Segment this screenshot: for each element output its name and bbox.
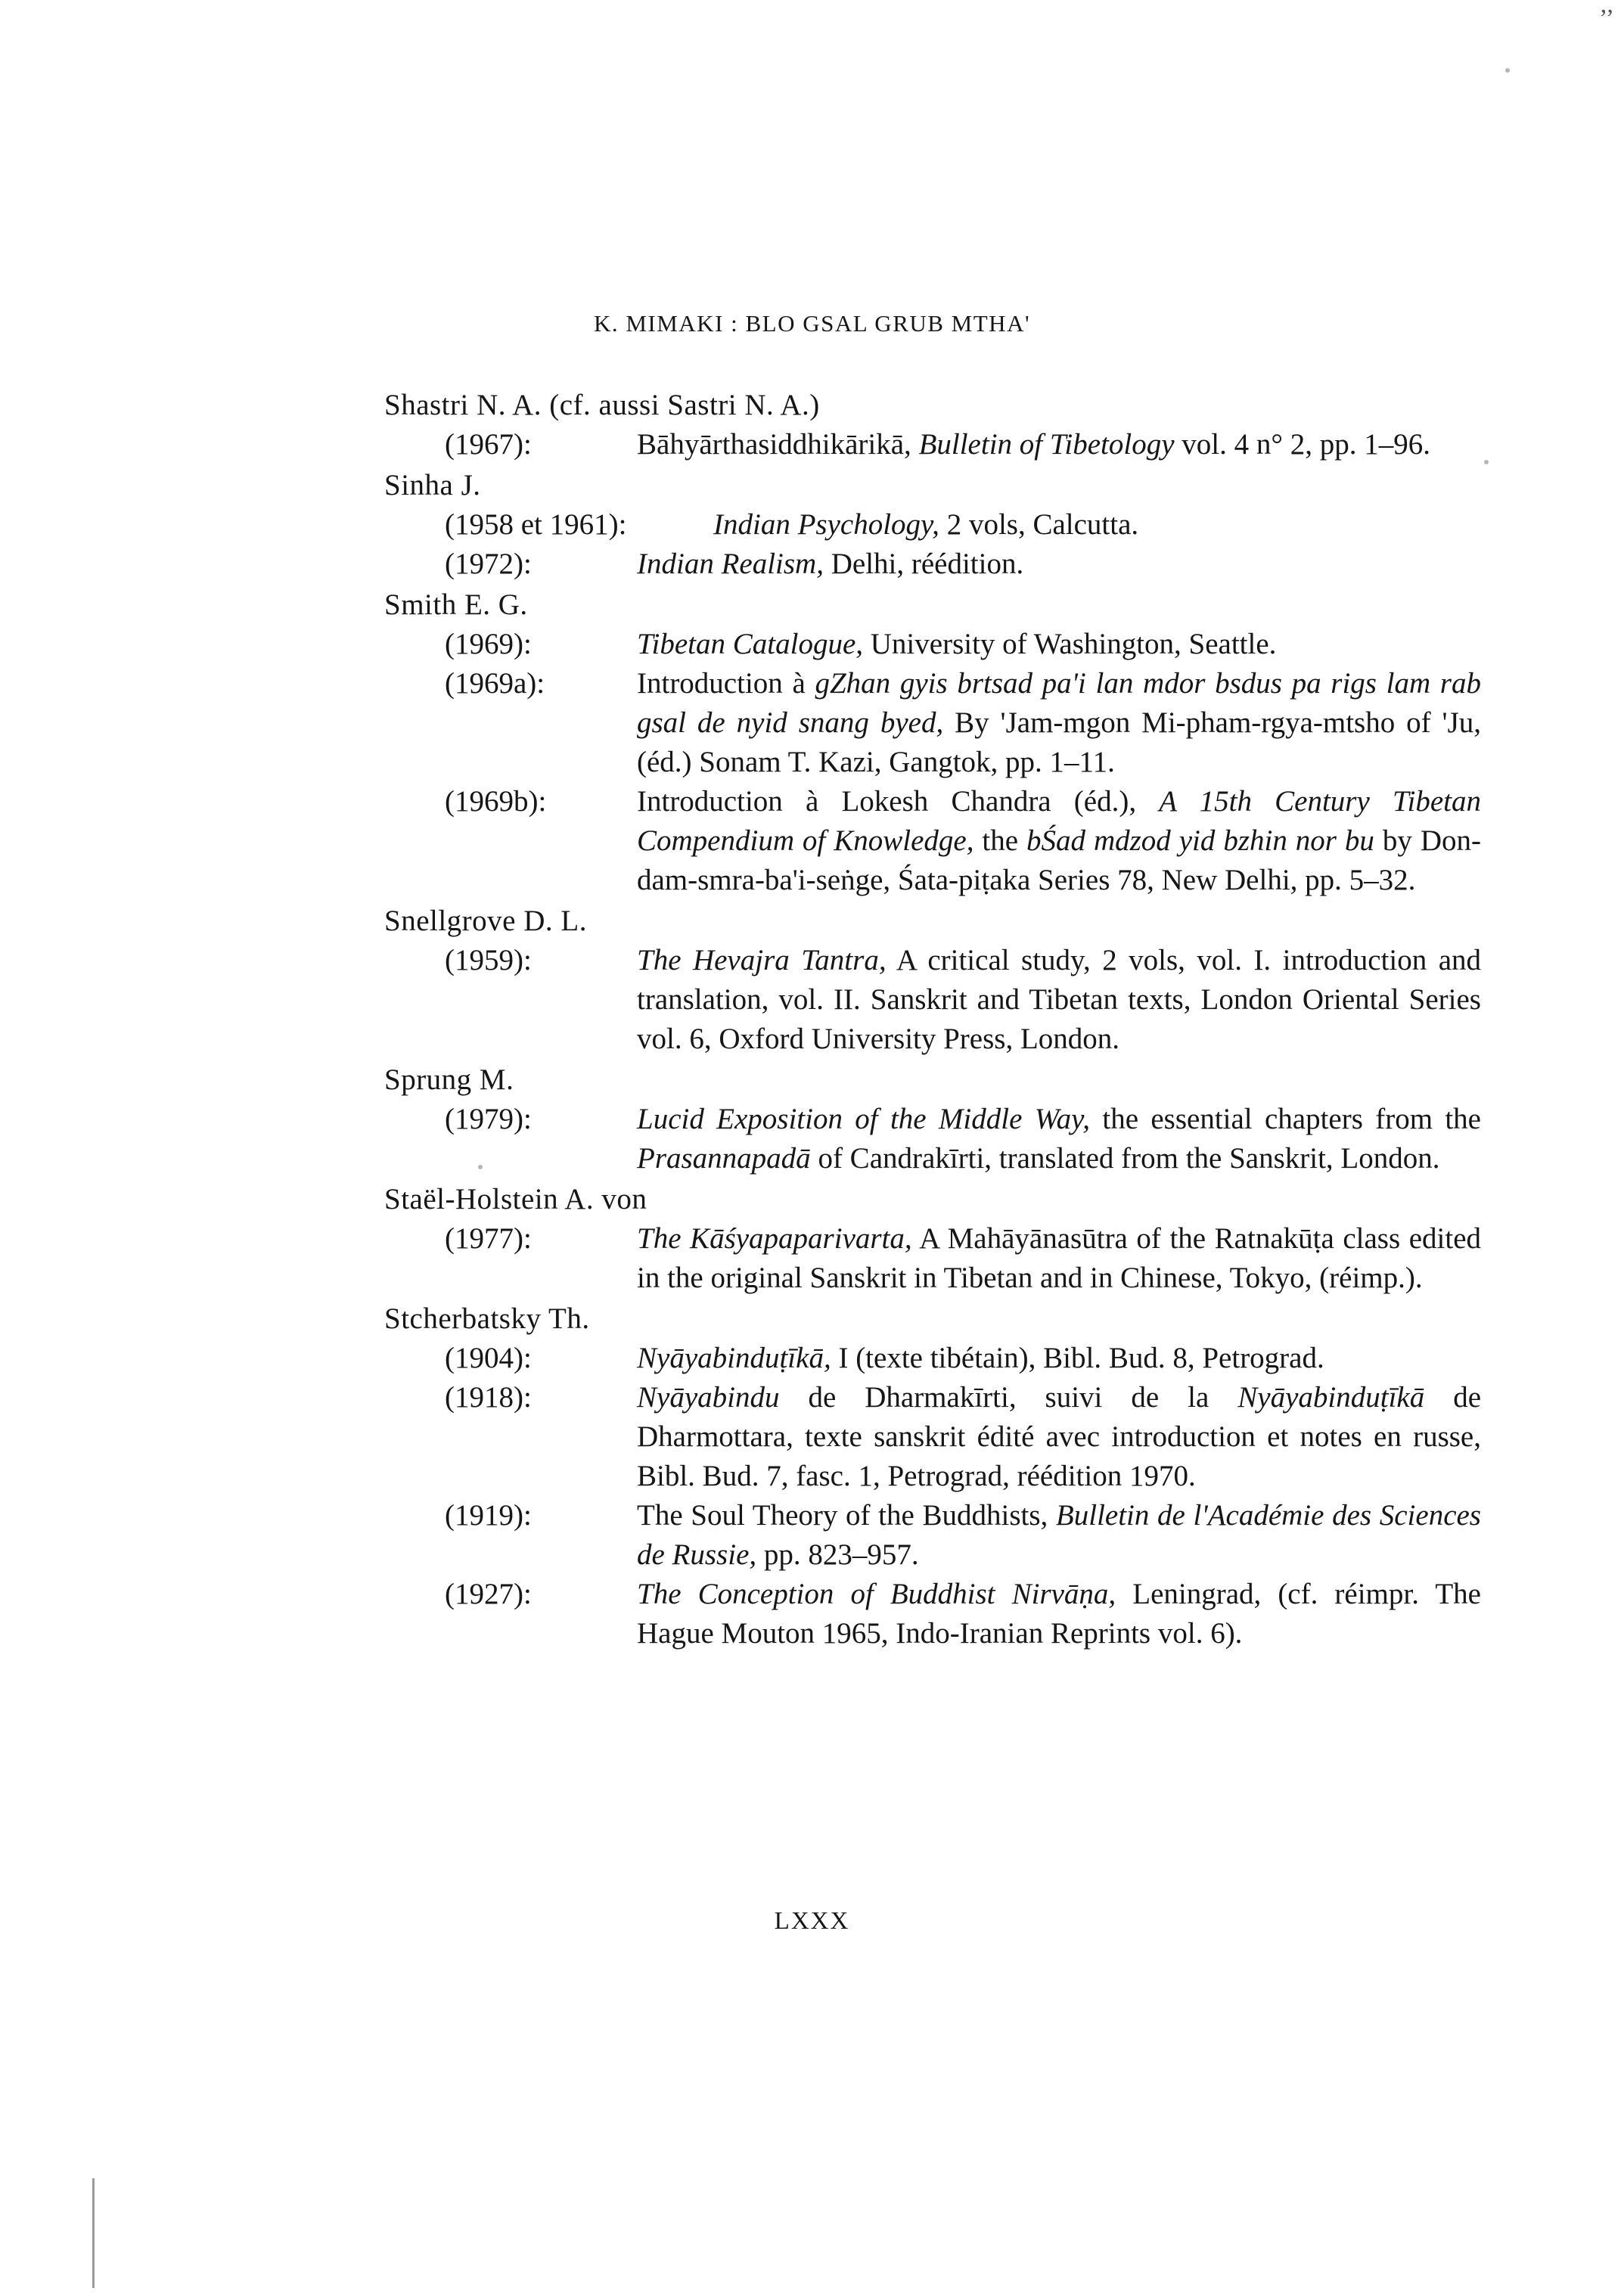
entry-year: (1927): bbox=[445, 1578, 532, 1610]
entry-text: pp. 823–957. bbox=[756, 1538, 919, 1571]
entry-year: (1972): bbox=[445, 548, 532, 580]
scan-speck bbox=[1484, 460, 1489, 464]
scan-speck bbox=[1505, 68, 1510, 73]
entry-text: University of Washington, Seattle. bbox=[863, 628, 1277, 660]
entry-text: by Don-dam-smra-ba'i-seṅge, Śata-piṭaka Series 78, New Delhi, pp. 5–32. bbox=[637, 824, 1481, 896]
bib-entry bbox=[445, 505, 1481, 545]
entry-text: By 'Jam-mgon Mi-pham-rgya-mtsho of 'Ju, (éd.) Sonam T. Kazi, Gangtok, pp. 1–11. bbox=[637, 706, 1481, 778]
bib-entry bbox=[445, 1496, 1481, 1575]
bib-group bbox=[384, 585, 1481, 900]
entry-text: A critical study, 2 vols, vol. I. introduction and translation, vol. II. Sanskrit and Tibetan texts, London Oriental Series vol. 6, Oxford University Press, London. bbox=[637, 944, 1482, 1055]
entry-year: (1969): bbox=[445, 628, 532, 660]
entry-text: vol. 4 n° 2, pp. 1–96. bbox=[1174, 428, 1430, 461]
bibliography bbox=[384, 384, 1481, 1653]
scan-edge bbox=[92, 2178, 95, 2288]
bib-entry bbox=[445, 664, 1481, 782]
entry-title: Nyāyabindu bbox=[637, 1381, 780, 1414]
bib-entry bbox=[445, 1575, 1481, 1653]
running-header: K. MIMAKI : BLO GSAL GRUB MTHA' bbox=[593, 310, 1031, 337]
bib-entry bbox=[445, 545, 1481, 584]
bib-entry bbox=[445, 782, 1481, 900]
entry-title: Prasannapadā bbox=[637, 1142, 811, 1175]
bib-entry bbox=[445, 1339, 1481, 1378]
entry-year: (1969b): bbox=[445, 785, 547, 818]
entry-text: the essential chapters from the bbox=[1090, 1103, 1481, 1135]
entry-text: Leningrad, (cf. réimpr. The Hague Mouton 1965, Indo-Iranian Reprints vol. 6). bbox=[637, 1578, 1481, 1650]
entry-year: (1979): bbox=[445, 1103, 532, 1135]
entry-text: 2 vols, Calcutta. bbox=[939, 508, 1139, 541]
bib-group bbox=[384, 902, 1481, 1059]
author-name: Shastri N. A. (cf. aussi Sastri N. A.) bbox=[384, 389, 820, 421]
entry-title: bŚad mdzod yid bzhin nor bu bbox=[1026, 824, 1374, 857]
entry-text: Introduction à bbox=[637, 667, 815, 700]
entry-title: The Conception of Buddhist Nirvāṇa, bbox=[637, 1578, 1116, 1610]
entry-title: Bulletin de l'Académie des Sciences de Russie, bbox=[637, 1499, 1481, 1571]
entry-text: of Candrakīrti, translated from the Sanskrit, London. bbox=[810, 1142, 1440, 1175]
entry-year: (1967): bbox=[445, 428, 532, 461]
entry-year: (1959): bbox=[445, 944, 532, 976]
bib-group bbox=[384, 1180, 1481, 1298]
bib-group bbox=[384, 1299, 1481, 1653]
bib-entry bbox=[445, 625, 1481, 664]
entry-text: Delhi, réédition. bbox=[823, 548, 1024, 580]
entry-year: (1919): bbox=[445, 1499, 532, 1532]
entry-year: (1977): bbox=[445, 1222, 532, 1255]
entry-title: Tibetan Catalogue, bbox=[637, 628, 864, 660]
page-number: LXXX bbox=[774, 1908, 850, 1935]
author-name: Smith E. G. bbox=[384, 588, 528, 621]
bib-group bbox=[384, 466, 1481, 584]
bib-entry bbox=[445, 1378, 1481, 1496]
entry-text: the bbox=[973, 824, 1026, 857]
entry-text: A Mahāyānasūtra of the Ratnakūṭa class edited in the original Sanskrit in Tibetan and in Chinese, Tokyo, (réimp.). bbox=[637, 1222, 1482, 1294]
entry-title: Nyāyabinduṭīkā, bbox=[637, 1342, 831, 1374]
entry-title: The Kāśyapaparivarta, bbox=[637, 1222, 912, 1255]
entry-title: Indian Realism, bbox=[637, 548, 824, 580]
entry-year: (1904): bbox=[445, 1342, 532, 1374]
entry-year: (1969a): bbox=[445, 667, 545, 700]
author-name: Sinha J. bbox=[384, 469, 481, 501]
author-name: Sprung M. bbox=[384, 1063, 514, 1096]
entry-text: Introduction à Lokesh Chandra (éd.), bbox=[637, 785, 1160, 818]
entry-text: Bāhyārthasiddhikārikā, bbox=[637, 428, 919, 461]
bib-entry bbox=[445, 1219, 1481, 1298]
bib-entry bbox=[445, 425, 1481, 464]
corner-mark: ’’ bbox=[1599, 5, 1615, 33]
entry-year: (1918): bbox=[445, 1381, 532, 1414]
scan-speck bbox=[478, 1165, 483, 1169]
entry-text: The Soul Theory of the Buddhists, bbox=[637, 1499, 1056, 1532]
bib-group bbox=[384, 386, 1481, 464]
bib-entry bbox=[445, 941, 1481, 1059]
entry-title: Nyāyabinduṭīkā bbox=[1237, 1381, 1425, 1414]
entry-text: de Dharmottara, texte sanskrit édité avec introduction et notes en russe, Bibl. Bud. 7, fasc. 1, Petrograd, réédition 1970. bbox=[637, 1381, 1481, 1492]
entry-text: de Dharmakīrti, suivi de la bbox=[779, 1381, 1238, 1414]
entry-title: Lucid Exposition of the Middle Way, bbox=[637, 1103, 1091, 1135]
entry-title: A 15th Century Tibetan Compendium of Knowledge, bbox=[637, 785, 1481, 857]
entry-title: The Hevajra Tantra, bbox=[637, 944, 887, 976]
bib-group bbox=[384, 1060, 1481, 1178]
entry-text: I (texte tibétain), Bibl. Bud. 8, Petrograd. bbox=[831, 1342, 1324, 1374]
author-name: Snellgrove D. L. bbox=[384, 905, 587, 937]
bib-entry bbox=[445, 1100, 1481, 1178]
entry-title: gZhan gyis brtsad pa'i lan mdor bsdus pa rigs lam rab gsal de nyid snang byed, bbox=[637, 667, 1481, 739]
entry-year: (1958 et 1961): bbox=[445, 508, 627, 541]
entry-title: Indian Psychology, bbox=[713, 508, 939, 541]
entry-title: Bulletin of Tibetology bbox=[918, 428, 1175, 461]
author-name: Stcherbatsky Th. bbox=[384, 1302, 590, 1335]
author-name: Staël-Holstein A. von bbox=[384, 1183, 647, 1215]
